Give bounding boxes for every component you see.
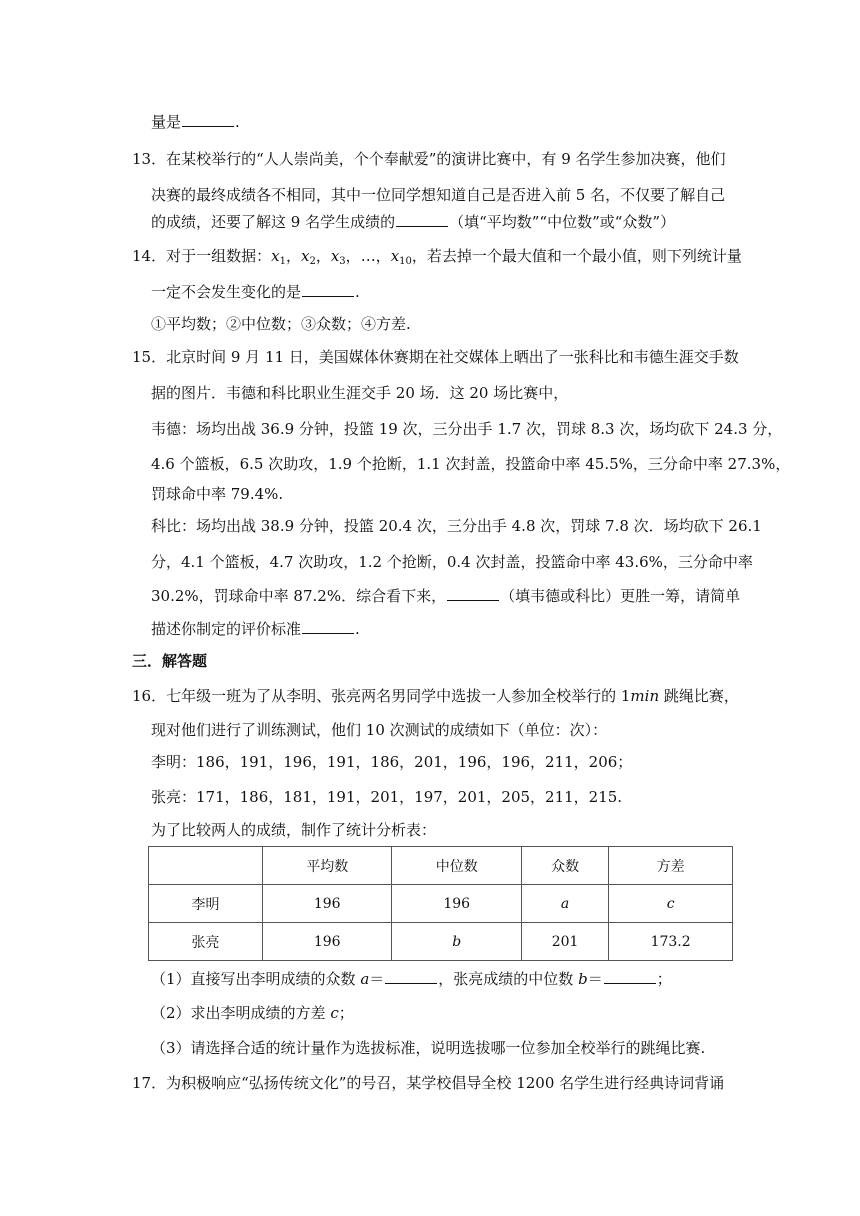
equals: ＝ — [587, 970, 603, 988]
var-a: a — [560, 895, 570, 912]
question-number: 16． — [132, 687, 167, 705]
q15-text: 30.2%，罚球命中率 87.2%．综合看下来， — [151, 587, 447, 605]
answer-blank[interactable] — [447, 586, 499, 601]
period: . — [355, 283, 360, 301]
q15-line-4 — [151, 454, 790, 474]
question-number: 15． — [132, 348, 167, 366]
table-cell: 张亮 — [149, 923, 263, 961]
q13-line-1 — [132, 149, 726, 169]
table-cell: 李明 — [149, 885, 263, 923]
answer-blank[interactable] — [604, 969, 656, 984]
separator: ， — [315, 247, 331, 265]
q16-line-2 — [151, 720, 607, 740]
table-row — [149, 923, 733, 961]
q15-text: 科比：场均出战 38.9 分钟，投篮 20.4 次，三分出手 4.8 次，罚球 7.8 次．场均砍下 26.1 — [151, 517, 762, 535]
q15-text: 北京时间 9 月 11 日，美国媒体休赛期在社交媒体上晒出了一张科比和韦德生涯交手数 — [166, 348, 739, 366]
table-header-cell: 众数 — [521, 847, 608, 885]
q16-text: 跳绳比赛， — [659, 687, 739, 705]
q15-text: 据的图片．韦德和科比职业生涯交手 20 场．这 20 场比赛中， — [151, 384, 569, 402]
separator: ， — [345, 247, 361, 265]
q13-line-3 — [151, 212, 675, 232]
unit-min: min — [630, 687, 660, 705]
table-cell: 196 — [263, 885, 392, 923]
q14-options-text: ①平均数；②中位数；③众数；④方差. — [151, 315, 411, 333]
q17-line-1 — [132, 1073, 724, 1093]
separator: ， — [285, 247, 301, 265]
q15-text: 4.6 个篮板，6.5 次助攻，1.9 个抢断，1.1 次封盖，投篮命中率 45.5%，三分命中率 27.3%， — [151, 455, 791, 473]
q16-table-caption — [151, 820, 436, 840]
answer-blank[interactable] — [302, 619, 354, 634]
q17-text: 为积极响应“弘扬传统文化”的号召，某学校倡导全校 1200 名学生进行经典诗词背诵 — [166, 1074, 725, 1092]
period: . — [235, 113, 240, 131]
q13-text: 决赛的最终成绩各不相同，其中一位同学想知道自己是否进入前 5 名，不仅要了解自己 — [151, 186, 726, 204]
table-header-row — [149, 847, 733, 885]
q14-text: ，若去掉一个最大值和一个最小值，则下列统计量 — [411, 247, 742, 265]
table-cell — [392, 923, 521, 961]
table-cell: 196 — [392, 885, 521, 923]
q15-text: 韦德：场均出战 36.9 分钟，投篮 19 次，三分出手 1.7 次，罚球 8.3 次，场均砍下 24.3 分， — [151, 420, 783, 438]
q15-text: 分，4.1 个篮板，4.7 次助攻，1.2 个抢断，0.4 次封盖，投篮命中率 43.6%，三分命中率 — [151, 553, 753, 571]
subscript: 10 — [399, 256, 412, 267]
q14-text: 对于一组数据： — [166, 247, 272, 265]
q13-text: 的成绩，还要了解这 9 名学生成绩的 — [151, 213, 396, 231]
ellipsis: … — [360, 247, 376, 265]
table-cell — [521, 885, 608, 923]
table-cell: 201 — [521, 923, 608, 961]
answer-blank[interactable] — [396, 212, 448, 227]
q16-sub2 — [151, 1003, 354, 1023]
answer-blank[interactable] — [302, 282, 354, 297]
q12-text: 量是 — [151, 113, 182, 131]
table-row — [149, 885, 733, 923]
q15-text: 描述你制定的评价标准 — [151, 620, 302, 638]
q13-line-2 — [151, 185, 725, 205]
table-cell — [609, 885, 733, 923]
q16-line-1 — [132, 686, 739, 706]
subscript: 1 — [279, 256, 286, 267]
q15-line-6 — [151, 516, 762, 536]
section-title: 三．解答题 — [132, 652, 208, 670]
var-b: b — [452, 933, 462, 950]
var-x: x — [330, 247, 340, 265]
q13-text: （填“平均数”“中位数”或“众数”） — [449, 213, 676, 231]
table-cell: 173.2 — [609, 923, 733, 961]
q16-sub1 — [151, 969, 672, 989]
subscript: 3 — [339, 256, 346, 267]
q14-line-2 — [151, 282, 360, 302]
q14-options — [151, 314, 411, 334]
q16-text: 现对他们进行了训练测试，他们 10 次测试的成绩如下（单位：次）： — [151, 721, 608, 739]
q13-text: 在某校举行的“人人崇尚美，个个奉献爱”的演讲比赛中，有 9 名学生参加决赛，他们 — [166, 150, 726, 168]
period: . — [355, 620, 360, 638]
q16-scores-zhangliang — [151, 787, 622, 807]
answer-blank[interactable] — [385, 969, 437, 984]
q15-line-1 — [132, 347, 739, 367]
q15-text: （填韦德或科比）更胜一筹，请简单 — [500, 587, 741, 605]
q16-text: （3）请选择合适的统计量作为选拔标准，说明选拔哪一位参加全校举行的跳绳比赛. — [151, 1039, 706, 1057]
var-a: a — [360, 970, 370, 988]
q15-line-5 — [151, 484, 283, 504]
question-number: 14． — [132, 247, 167, 265]
question-number: 17． — [132, 1074, 167, 1092]
q14-line-1 — [132, 246, 742, 266]
q16-text: 为了比较两人的成绩，制作了统计分析表： — [151, 821, 437, 839]
q16-text: 七年级一班为了从李明、张亮两名男同学中选拔一人参加全校举行的 1 — [166, 687, 631, 705]
q16-text: ，张亮成绩的中位数 — [438, 970, 579, 988]
q15-line-9 — [151, 619, 360, 639]
semicolon: ； — [338, 1004, 354, 1022]
q15-text: 罚球命中率 79.4%. — [151, 485, 284, 503]
q15-line-8 — [151, 586, 740, 606]
q16-sub3 — [151, 1038, 705, 1058]
question-number: 13． — [132, 150, 167, 168]
table-header-cell: 平均数 — [263, 847, 392, 885]
section-heading — [132, 651, 207, 671]
equals: ＝ — [369, 970, 385, 988]
q14-text: 一定不会发生变化的是 — [151, 283, 302, 301]
q15-line-7 — [151, 552, 753, 572]
q15-line-2 — [151, 383, 568, 403]
q16-scores-liming — [151, 752, 632, 772]
q16-text: （1）直接写出李明成绩的众数 — [151, 970, 361, 988]
answer-blank[interactable] — [182, 112, 234, 127]
q12-tail — [151, 112, 240, 132]
var-c: c — [666, 895, 675, 912]
var-b: b — [578, 970, 588, 988]
q16-text: （2）求出李明成绩的方差 — [151, 1004, 331, 1022]
var-x: x — [390, 247, 400, 265]
table-cell: 196 — [263, 923, 392, 961]
semicolon: ； — [656, 970, 672, 988]
q16-text: 李明：186，191，196，191，186，201，196，196，211，206； — [151, 753, 633, 771]
table-header-cell: 中位数 — [392, 847, 521, 885]
table-header-cell — [149, 847, 263, 885]
var-c: c — [330, 1004, 339, 1022]
table-header-cell: 方差 — [609, 847, 733, 885]
separator: ， — [375, 247, 391, 265]
stats-table — [148, 846, 733, 961]
q16-text: 张亮：171，186，181，191，201，197，201，205，211，215. — [151, 788, 623, 806]
var-x: x — [300, 247, 310, 265]
var-x: x — [271, 247, 280, 265]
subscript: 2 — [309, 256, 316, 267]
q15-line-3 — [151, 419, 782, 439]
